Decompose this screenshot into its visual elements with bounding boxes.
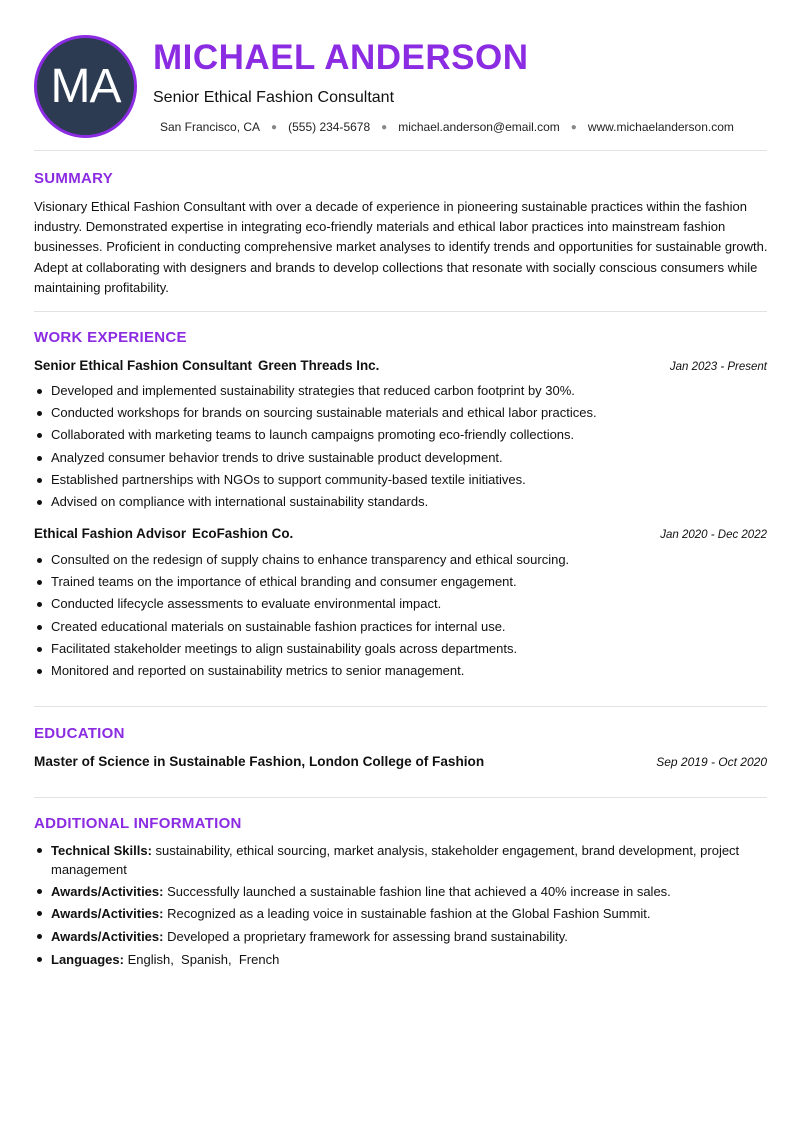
job-dates: Jan 2023 - Present [669, 361, 767, 373]
job-position: Ethical Fashion Advisor [34, 526, 187, 541]
list-item: Collaborated with marketing teams to launch campaigns promoting eco-friendly collections. [34, 424, 767, 446]
job-bullets [34, 549, 767, 682]
list-item [34, 927, 767, 946]
list-item: Developed and implemented sustainability strategies that reduced carbon footprint by 30%. [34, 380, 767, 402]
contact-location: San Francisco, CA [160, 120, 261, 134]
divider [34, 150, 767, 151]
info-text: Recognized as a leading voice in sustainable fashion at the Global Fashion Summit. [163, 906, 651, 922]
job-title [34, 358, 379, 373]
job-bullets [34, 380, 767, 513]
contact-website[interactable]: www.michaelanderson.com [587, 120, 734, 134]
job-position: Senior Ethical Fashion Consultant [34, 358, 252, 373]
additional-info-list [34, 841, 767, 972]
candidate-name: MICHAEL ANDERSON [153, 38, 529, 77]
info-label: Awards/Activities: [51, 928, 164, 944]
info-text: English, Spanish, French [123, 951, 280, 967]
section-title-summary: SUMMARY [34, 170, 114, 187]
education-entry [34, 754, 767, 769]
job-title [34, 526, 293, 541]
list-item [34, 882, 767, 901]
avatar-initials: MA [50, 60, 121, 113]
list-item [34, 950, 767, 969]
contact-phone: (555) 234-5678 [288, 120, 371, 134]
summary-text: Visionary Ethical Fashion Consultant with over a decade of experience in pioneering sustainable practices within the fashion industry. Demonstrated expertise in integrating eco-friendly materials and ethical labor practices into mainstream fashion businesses. Proficient in conducting comprehensive market analyses to identify trends and opportunities for sustainable growth. Adept at collaborating with designers and brands to develop collections that resonate with socially conscious consumers while maintaining profitability. [34, 199, 768, 295]
list-item: Facilitated stakeholder meetings to align sustainability goals across departments. [34, 638, 767, 660]
job-dates: Jan 2020 - Dec 2022 [660, 529, 767, 541]
job-header [34, 358, 767, 373]
list-item: Conducted lifecycle assessments to evaluate environmental impact. [34, 593, 767, 615]
info-label: Awards/Activities: [51, 884, 164, 900]
section-title-experience: WORK EXPERIENCE [34, 329, 187, 346]
divider [34, 311, 767, 312]
contact-row [160, 120, 760, 134]
info-text: sustainability, ethical sourcing, market analysis, stakeholder engagement, brand development, project management [51, 843, 740, 877]
separator-dot-icon: ● [570, 121, 577, 133]
candidate-role: Senior Ethical Fashion Consultant [153, 89, 395, 106]
info-text: Developed a proprietary framework for assessing brand sustainability. [163, 928, 568, 944]
info-label: Awards/Activities: [51, 906, 164, 922]
job-header [34, 526, 767, 541]
divider [34, 706, 767, 707]
avatar [34, 35, 137, 138]
info-label: Technical Skills: [51, 843, 152, 858]
section-title-education: EDUCATION [34, 725, 125, 742]
separator-dot-icon: ● [381, 121, 388, 133]
separator-dot-icon: ● [271, 121, 278, 133]
list-item: Trained teams on the importance of ethical branding and consumer engagement. [34, 571, 767, 593]
info-text: Successfully launched a sustainable fashion line that achieved a 40% increase in sales. [163, 884, 671, 900]
list-item [34, 841, 767, 879]
list-item: Created educational materials on sustainable fashion practices for internal use. [34, 616, 767, 638]
list-item: Analyzed consumer behavior trends to drive sustainable product development. [34, 447, 767, 469]
list-item: Advised on compliance with international sustainability standards. [34, 491, 767, 513]
contact-email[interactable]: michael.anderson@email.com [398, 120, 560, 134]
info-label: Languages: [51, 951, 124, 967]
education-dates: Sep 2019 - Oct 2020 [656, 755, 767, 769]
list-item [34, 904, 767, 923]
list-item: Conducted workshops for brands on sourcing sustainable materials and ethical labor practices. [34, 402, 767, 424]
education-degree: Master of Science in Sustainable Fashion, London College of Fashion [34, 754, 485, 769]
list-item: Established partnerships with NGOs to support community-based textile initiatives. [34, 469, 767, 491]
list-item: Monitored and reported on sustainability metrics to senior management. [34, 660, 767, 682]
job-company: EcoFashion Co. [192, 526, 294, 541]
job-company: Green Threads Inc. [258, 358, 380, 373]
list-item: Consulted on the redesign of supply chains to enhance transparency and ethical sourcing. [34, 549, 767, 571]
divider [34, 797, 767, 798]
section-title-additional: ADDITIONAL INFORMATION [34, 815, 242, 832]
